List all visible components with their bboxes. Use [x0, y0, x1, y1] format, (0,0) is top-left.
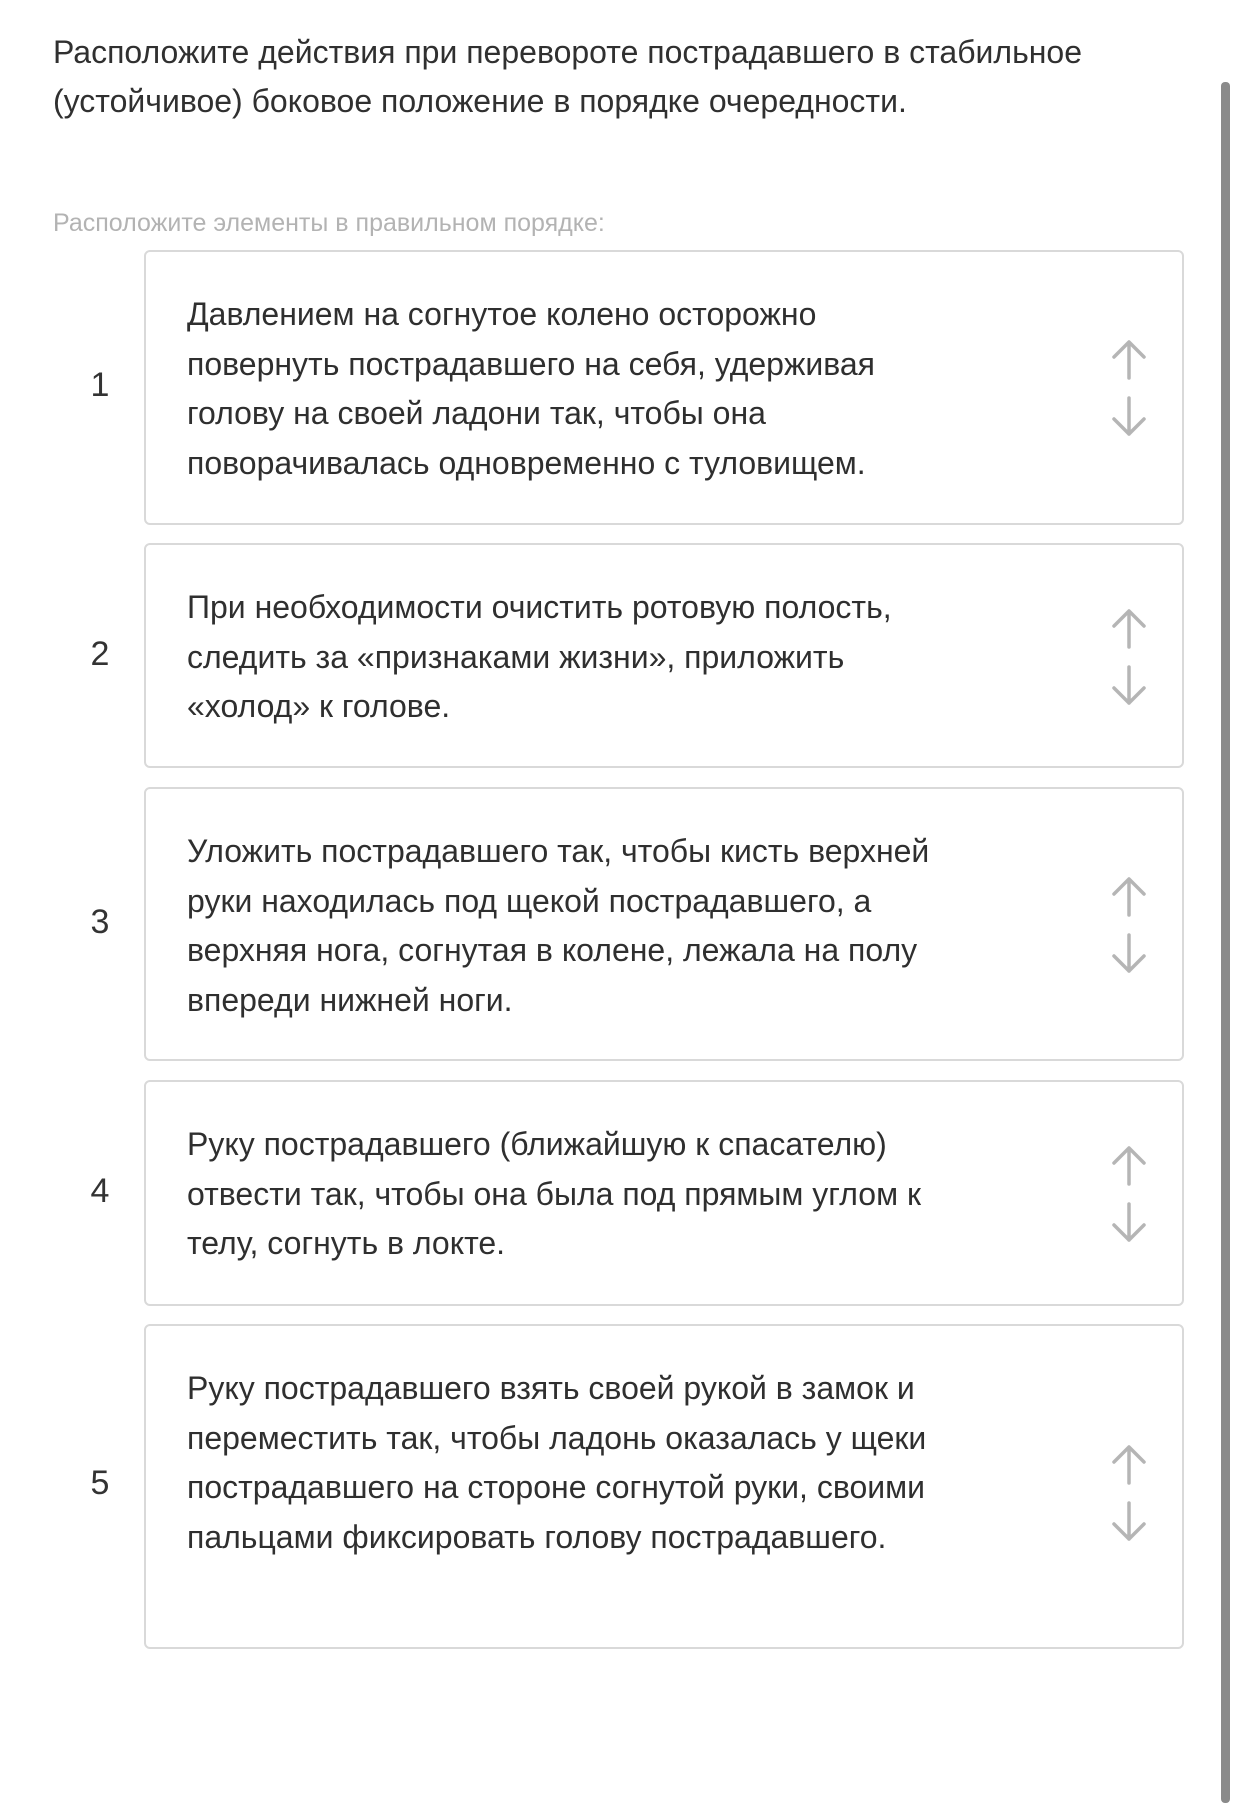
item-text: Уложить пострадавшего так, чтобы кисть верхней руки находилась под щекой пострадавшего, а верхняя нога, согнутая в колене, лежала на полу впереди нижней ноги. [187, 833, 930, 1018]
arrow-down-icon [1106, 1200, 1152, 1246]
move-down-button[interactable] [1106, 394, 1152, 440]
order-item-5 [0, 1324, 1241, 1649]
item-number: 4 [90, 1172, 110, 1210]
arrow-down-icon [1106, 1499, 1152, 1545]
move-up-button[interactable] [1106, 1142, 1152, 1188]
item-text: Руку пострадавшего (ближайшую к спасателю) отвести так, чтобы она была под прямым углом к телу, согнуть в локте. [187, 1126, 921, 1261]
move-down-button[interactable] [1106, 931, 1152, 977]
item-text: Руку пострадавшего взять своей рукой в замок и переместить так, чтобы ладонь оказалась у щеки пострадавшего на стороне согнутой руки, своими пальцами фиксировать голову пострадавшего. [187, 1370, 927, 1555]
scrollbar[interactable] [1221, 82, 1230, 1803]
order-item-3 [0, 787, 1241, 1061]
arrow-up-icon [1106, 605, 1152, 651]
arrow-up-icon [1106, 1441, 1152, 1487]
item-number: 3 [90, 903, 110, 941]
reorder-controls [1106, 1142, 1152, 1246]
question-title: Расположите действия при перевороте пострадавшего в стабильное (устойчивое) боковое положение в порядке очередности. [53, 34, 1083, 119]
move-down-button[interactable] [1106, 1499, 1152, 1545]
item-card[interactable] [144, 1080, 1184, 1306]
item-card[interactable] [144, 543, 1184, 768]
arrow-up-icon [1106, 1142, 1152, 1188]
order-item-4 [0, 1080, 1241, 1306]
item-text: Давлением на согнутое колено осторожно повернуть пострадавшего на себя, удерживая голову на своей ладони так, чтобы она поворачивалась одновременно с туловищем. [187, 296, 875, 481]
reorder-controls [1106, 336, 1152, 440]
arrow-down-icon [1106, 394, 1152, 440]
move-up-button[interactable] [1106, 873, 1152, 919]
arrow-down-icon [1106, 663, 1152, 709]
item-card[interactable] [144, 787, 1184, 1061]
reorder-controls [1106, 1441, 1152, 1545]
item-text: При необходимости очистить ротовую полость, следить за «признаками жизни», приложить «холод» к голове. [187, 589, 892, 724]
item-card[interactable] [144, 250, 1184, 525]
move-up-button[interactable] [1106, 336, 1152, 382]
move-up-button[interactable] [1106, 605, 1152, 651]
ordering-hint: Расположите элементы в правильном порядке: [53, 209, 605, 237]
arrow-down-icon [1106, 931, 1152, 977]
move-down-button[interactable] [1106, 1200, 1152, 1246]
item-number: 2 [90, 635, 110, 673]
item-number: 1 [90, 366, 110, 404]
move-down-button[interactable] [1106, 663, 1152, 709]
order-item-2 [0, 543, 1241, 768]
arrow-up-icon [1106, 873, 1152, 919]
item-card[interactable] [144, 1324, 1184, 1649]
reorder-controls [1106, 605, 1152, 709]
reorder-controls [1106, 873, 1152, 977]
item-number: 5 [90, 1464, 110, 1502]
order-item-1 [0, 250, 1241, 525]
arrow-up-icon [1106, 336, 1152, 382]
move-up-button[interactable] [1106, 1441, 1152, 1487]
